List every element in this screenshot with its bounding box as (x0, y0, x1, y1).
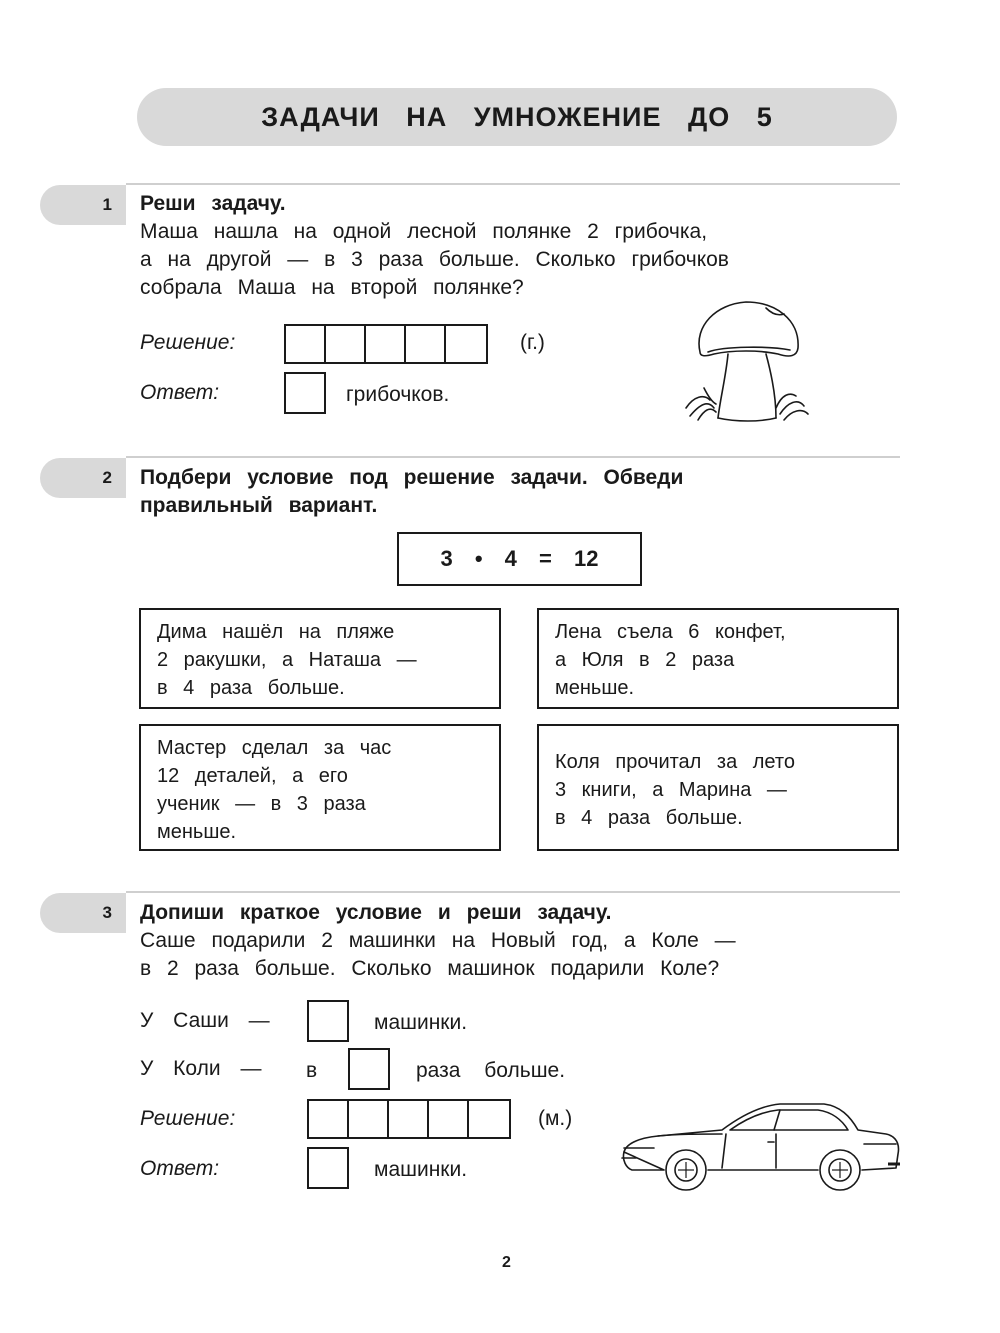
task-3-row2-unit: раза больше. (416, 1059, 566, 1082)
task-1-solution-cells[interactable] (284, 324, 488, 364)
task-3-row1-unit: машинки. (374, 1011, 468, 1034)
option-card[interactable] (537, 724, 899, 851)
option-text-line: ученик — в 3 раза (157, 793, 366, 815)
task-3-answer-unit: машинки. (374, 1158, 468, 1181)
answer-cell[interactable] (469, 1101, 509, 1137)
option-text-line: меньше. (555, 677, 635, 699)
task-3-row2-mid: в (306, 1059, 318, 1082)
task-1-solution-unit: (г.) (520, 331, 545, 354)
option-card[interactable] (537, 608, 899, 709)
task-3-solution-label: Решение: (140, 1107, 236, 1130)
task-3-row2-box[interactable] (348, 1048, 390, 1090)
task-3-divider (126, 891, 900, 893)
option-text-line: Лена съела 6 конфет, (555, 621, 786, 643)
option-text-line: 3 книги, а Марина — (555, 779, 787, 801)
task-3-solution-unit: (м.) (538, 1107, 573, 1130)
option-text-line: а Юля в 2 раза (555, 649, 735, 671)
page-title: ЗАДАЧИ НА УМНОЖЕНИЕ ДО 5 (137, 88, 897, 146)
equation-box: 3 • 4 = 12 (397, 532, 642, 586)
task-1-divider (126, 183, 900, 185)
mushroom-icon (680, 296, 815, 426)
option-text-line: 2 ракушки, а Наташа — (157, 649, 417, 671)
task-2-title-line: правильный вариант. (140, 494, 378, 517)
task-3-text-line: в 2 раза больше. Сколько машинок подарили Коле? (140, 957, 720, 980)
option-text-line: 12 деталей, а его (157, 765, 348, 787)
car-icon (618, 1098, 903, 1194)
task-2-divider (126, 456, 900, 458)
page-number: 2 (502, 1254, 511, 1271)
task-1-number: 1 (40, 185, 126, 225)
task-1-answer-unit: грибочков. (346, 383, 450, 406)
task-2-title-line: Подбери условие под решение задачи. Обведи (140, 466, 684, 489)
task-3-answer-box[interactable] (307, 1147, 349, 1189)
option-text-line: Дима нашёл на пляже (157, 621, 395, 643)
task-3-row2-label: У Коли — (140, 1057, 262, 1080)
option-text-line: Коля прочитал за лето (555, 751, 795, 773)
task-3-title: Допиши краткое условие и реши задачу. (140, 901, 612, 924)
answer-cell[interactable] (286, 326, 326, 362)
option-text-line: в 4 раза больше. (157, 677, 345, 699)
option-text-line: меньше. (157, 821, 237, 843)
answer-cell[interactable] (446, 326, 486, 362)
task-3-row1-label: У Саши — (140, 1009, 270, 1032)
answer-cell[interactable] (406, 326, 446, 362)
answer-cell[interactable] (309, 1101, 349, 1137)
answer-cell[interactable] (429, 1101, 469, 1137)
task-2-number: 2 (40, 458, 126, 498)
task-3-solution-cells[interactable] (307, 1099, 511, 1139)
task-1-text-line: Маша нашла на одной лесной полянке 2 грибочка, (140, 220, 708, 243)
answer-cell[interactable] (326, 326, 366, 362)
task-1-text-line: а на другой — в 3 раза больше. Сколько грибочков (140, 248, 729, 271)
task-3-row1-box[interactable] (307, 1000, 349, 1042)
option-card[interactable] (139, 608, 501, 709)
task-3-text-line: Саше подарили 2 машинки на Новый год, а Коле — (140, 929, 736, 952)
answer-cell[interactable] (366, 326, 406, 362)
task-1-solution-label: Решение: (140, 331, 236, 354)
option-card[interactable] (139, 724, 501, 851)
option-text-line: в 4 раза больше. (555, 807, 743, 829)
task-3-number: 3 (40, 893, 126, 933)
task-1-text-line: собрала Маша на второй полянке? (140, 276, 524, 299)
task-1-answer-box[interactable] (284, 372, 326, 414)
task-1-title: Реши задачу. (140, 192, 286, 215)
answer-cell[interactable] (389, 1101, 429, 1137)
answer-cell[interactable] (349, 1101, 389, 1137)
task-1-answer-label: Ответ: (140, 381, 220, 404)
task-3-answer-label: Ответ: (140, 1157, 220, 1180)
option-text-line: Мастер сделал за час (157, 737, 392, 759)
